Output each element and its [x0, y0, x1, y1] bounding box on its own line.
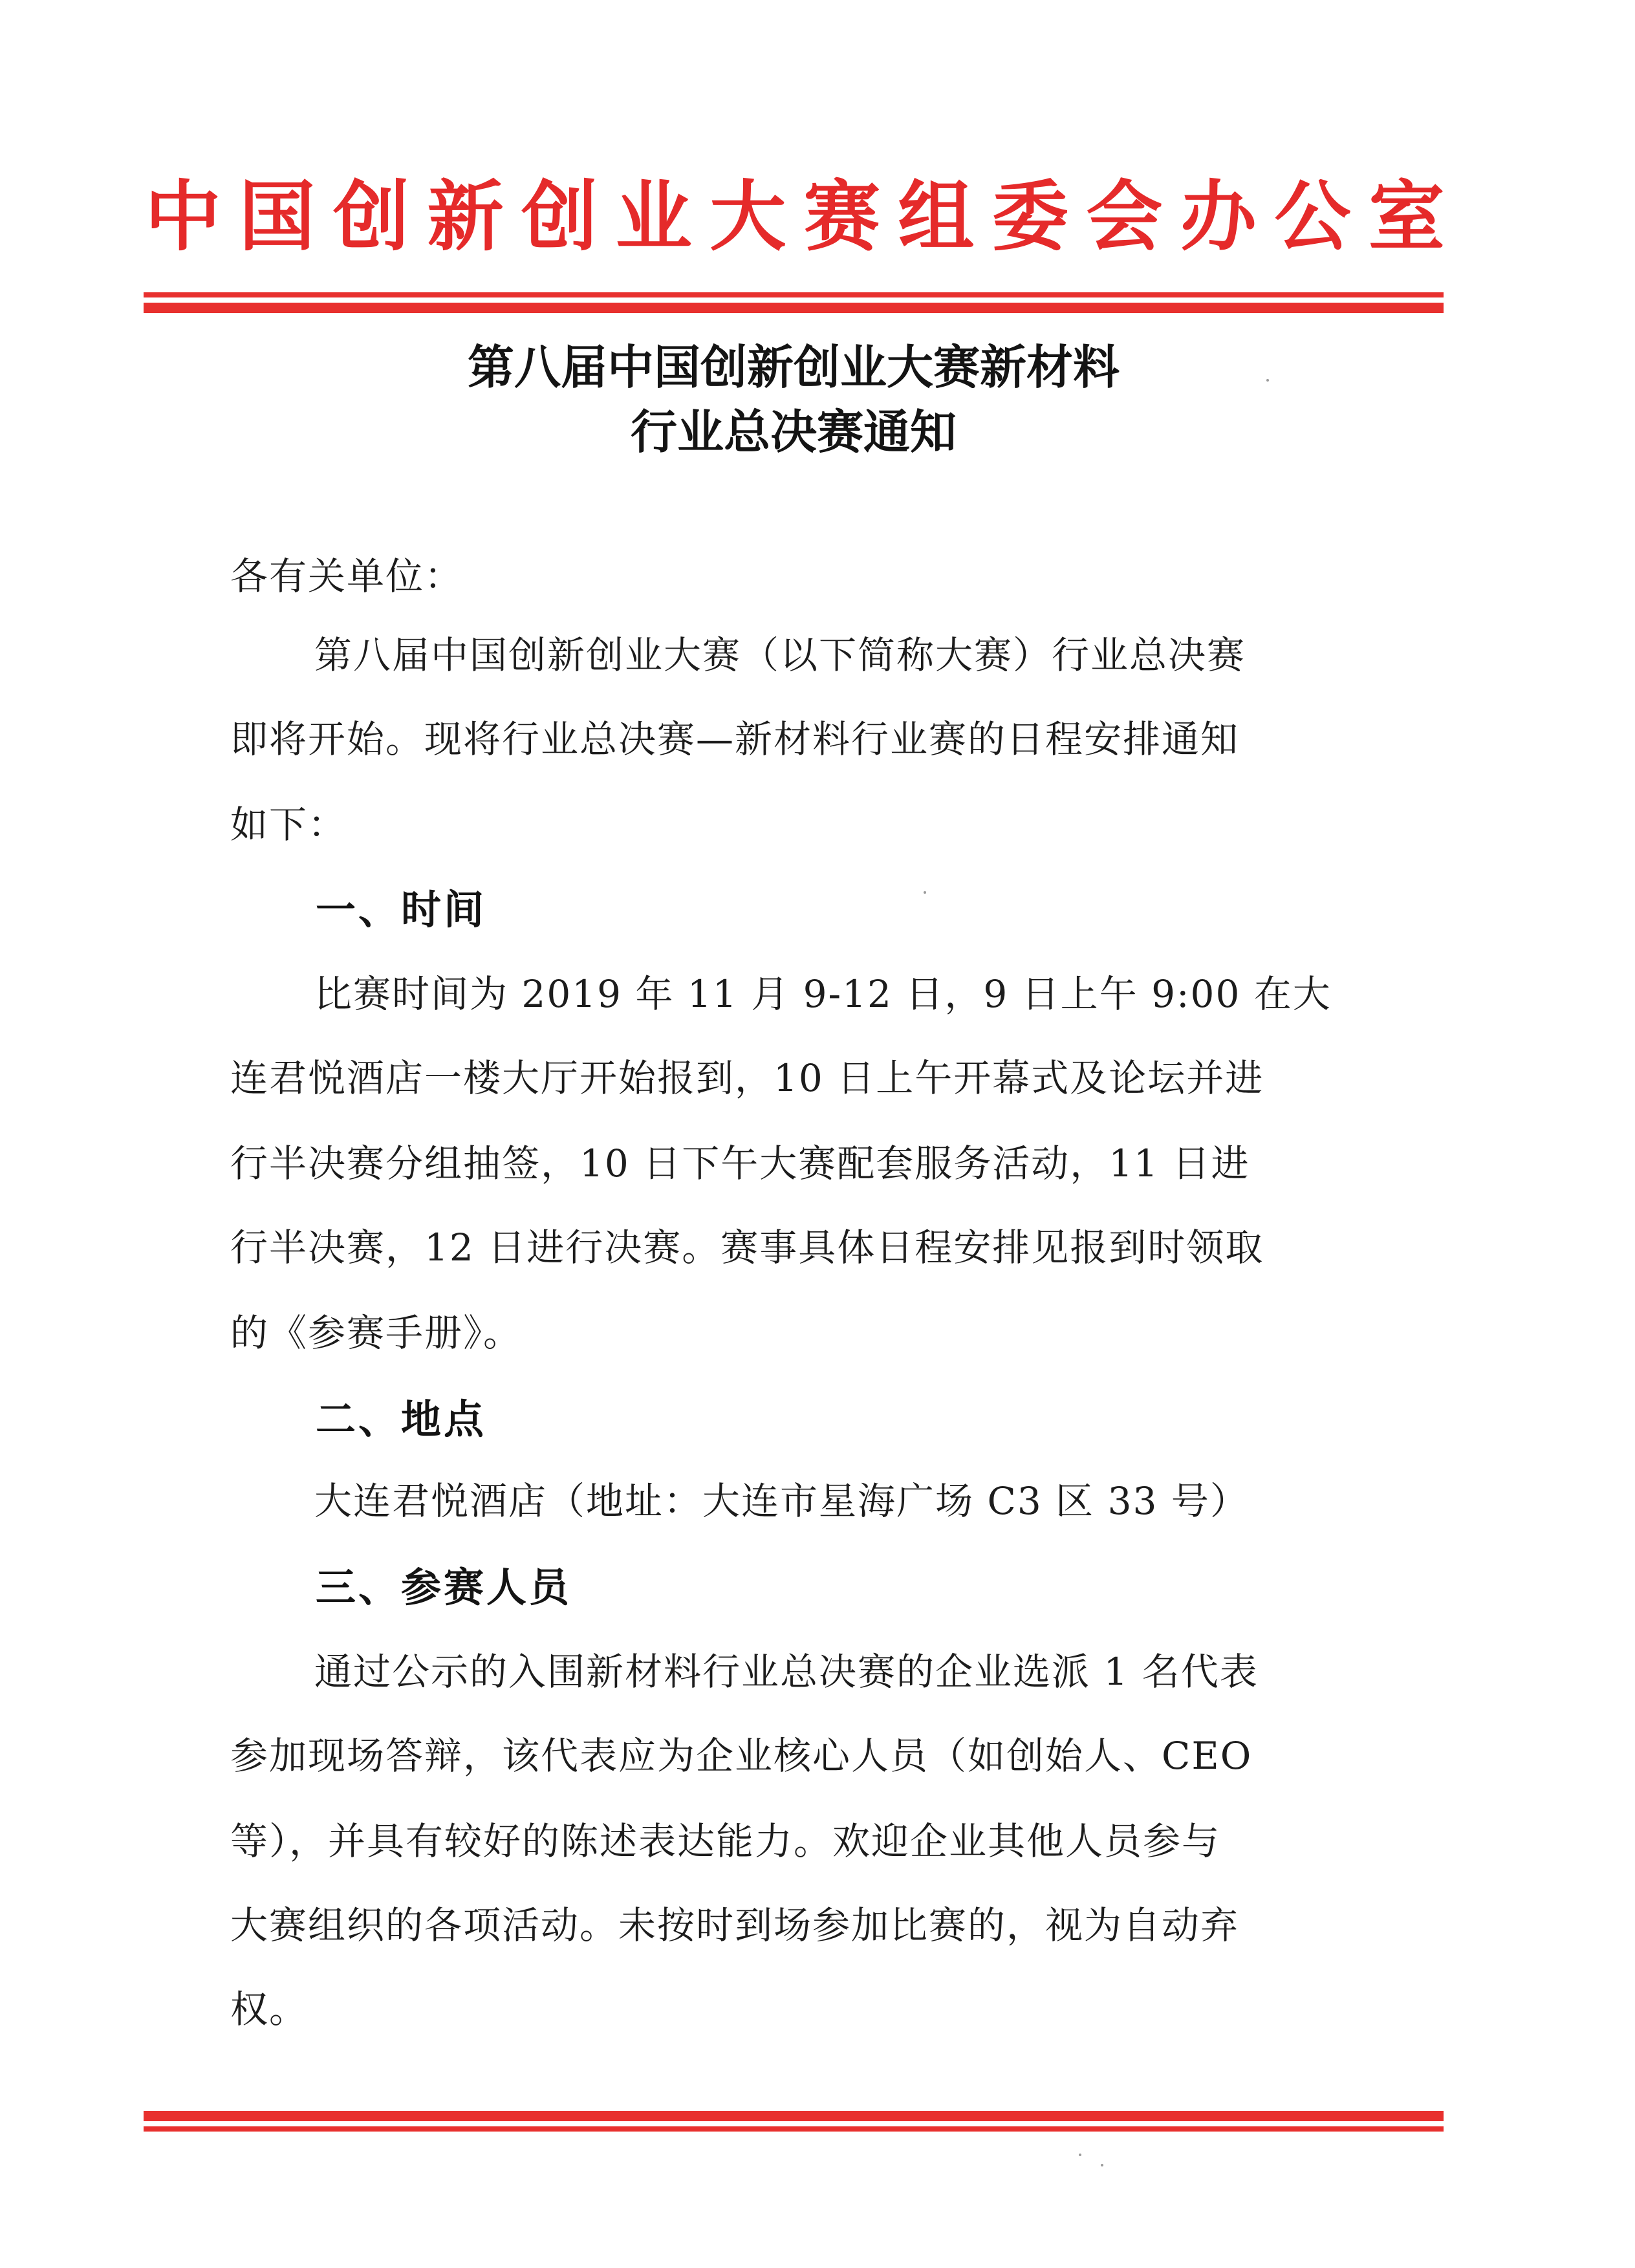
section-heading-time: 一、时间	[316, 886, 487, 933]
letterhead-char: 会	[1086, 171, 1163, 261]
participants-line-2: 参加现场答辩，该代表应为企业核心人员（如创始人、CEO	[230, 1734, 1253, 1778]
section-heading-participants: 三、参赛人员	[316, 1564, 572, 1611]
letterhead-char: 国	[239, 171, 316, 261]
letterhead-char: 室	[1368, 171, 1445, 261]
time-line-4: 行半决赛，12 日进行决赛。赛事具体日程安排见报到时领取	[230, 1226, 1264, 1269]
letterhead-rule-thin	[144, 292, 1444, 297]
participants-line-3: 等），并具有较好的陈述表达能力。欢迎企业其他人员参与	[230, 1819, 1221, 1863]
letterhead-char: 创	[521, 171, 598, 261]
letterhead-char: 公	[1274, 171, 1351, 261]
letterhead-char: 大	[709, 171, 786, 261]
letterhead-char: 中	[145, 171, 222, 261]
letterhead-char: 委	[991, 171, 1068, 261]
intro-line-2: 即将开始。现将行业总决赛—新材料行业赛的日程安排通知	[230, 717, 1240, 761]
letterhead-org-name	[145, 165, 1445, 268]
intro-line-3: 如下：	[230, 803, 347, 847]
document-title-line-2: 行业总决赛通知	[630, 405, 957, 459]
participants-line-4: 大赛组织的各项活动。未按时到场参加比赛的，视为自动弃	[230, 1903, 1240, 1947]
participants-line-1: 通过公示的入围新材料行业总决赛的企业选派 1 名代表	[314, 1650, 1259, 1694]
time-line-5: 的《参赛手册》。	[230, 1311, 523, 1355]
scan-speck	[1101, 2164, 1103, 2166]
time-line-1: 比赛时间为 2019 年 11 月 9-12 日，9 日上午 9:00 在大	[314, 972, 1332, 1016]
footer-rule-thin	[144, 2126, 1444, 2132]
section-heading-location: 二、地点	[316, 1396, 487, 1443]
salutation: 各有关单位：	[230, 554, 464, 598]
document-title-line-1: 第八届中国创新创业大赛新材料	[467, 340, 1120, 394]
scan-speck	[1266, 379, 1269, 382]
time-line-3: 行半决赛分组抽签，10 日下午大赛配套服务活动，11 日进	[230, 1141, 1250, 1185]
letterhead-char: 组	[898, 171, 975, 261]
letterhead-char: 业	[615, 171, 692, 261]
footer-rule-thick	[144, 2111, 1444, 2121]
scan-speck	[924, 891, 926, 894]
time-line-2: 连君悦酒店一楼大厅开始报到，10 日上午开幕式及论坛并进	[230, 1056, 1264, 1100]
letterhead-char: 赛	[803, 171, 880, 261]
participants-line-5: 权。	[230, 1987, 309, 2031]
scan-speck	[1079, 2154, 1081, 2156]
location-line-1: 大连君悦酒店（地址：大连市星海广场 C3 区 33 号）	[314, 1479, 1249, 1523]
letterhead-char: 办	[1180, 171, 1257, 261]
letterhead-char: 创	[333, 171, 410, 261]
intro-line-1: 第八届中国创新创业大赛（以下简称大赛）行业总决赛	[314, 633, 1246, 677]
letterhead-char: 新	[427, 171, 504, 261]
letterhead-rule-thick	[144, 303, 1444, 313]
